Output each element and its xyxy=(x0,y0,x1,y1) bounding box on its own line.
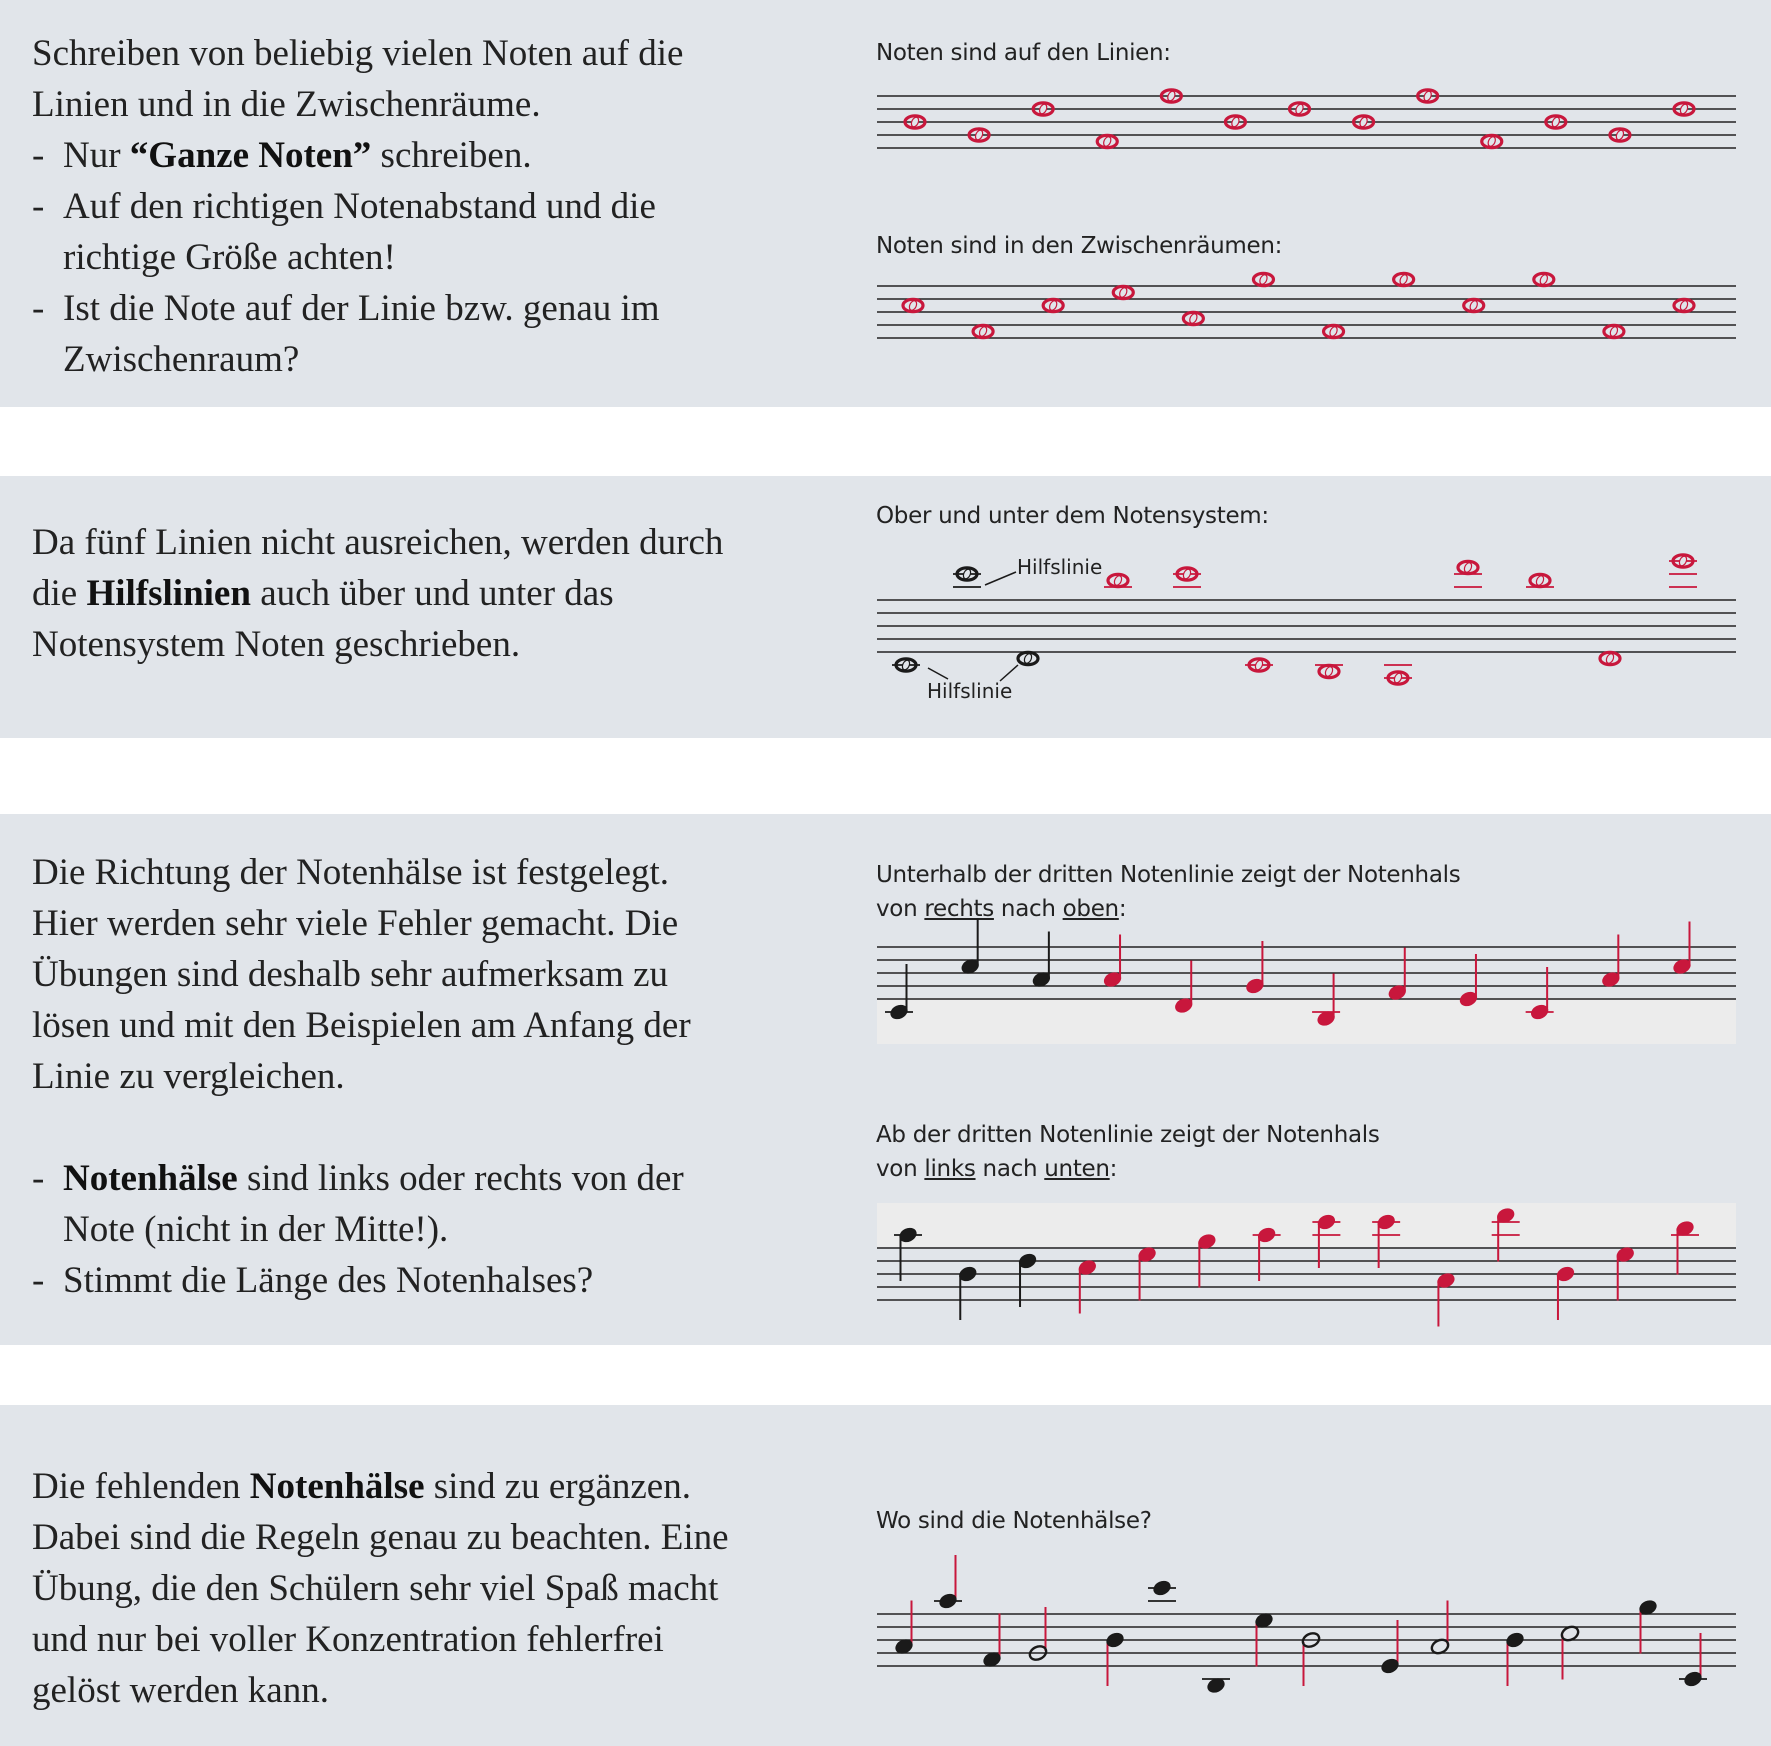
text-line: Schreiben von beliebig vielen Noten auf die xyxy=(32,33,684,74)
bold-term: Notenhälse xyxy=(63,1158,238,1199)
whole-note-hole xyxy=(962,568,972,580)
caption-fragment: : xyxy=(1118,896,1127,922)
whole-note-hole xyxy=(1023,653,1033,665)
caption-fragment: von xyxy=(876,896,925,922)
whole-note-hole xyxy=(1535,575,1545,587)
text-fragment: Die fehlenden xyxy=(32,1466,250,1507)
caption-line: Ab der dritten Notenlinie zeigt der Notenhals xyxy=(876,1122,1380,1148)
bold-term: Hilfslinien xyxy=(86,573,251,614)
staff-caption: Wo sind die Notenhälse? xyxy=(876,1508,1152,1534)
whole-note-hole xyxy=(1102,136,1112,148)
caption-fragment: nach xyxy=(975,1156,1045,1182)
bullet-dash: - xyxy=(32,1158,45,1199)
whole-note-hole xyxy=(1258,274,1268,286)
bullet-dash: - xyxy=(32,288,45,329)
whole-note-hole xyxy=(1399,274,1409,286)
caption-underlined: unten xyxy=(1044,1156,1110,1182)
label-pointer xyxy=(1000,665,1018,681)
whole-note-hole xyxy=(1359,116,1369,128)
whole-note-hole xyxy=(1329,326,1339,338)
staff-band xyxy=(877,1203,1736,1247)
staff-caption: Noten sind auf den Linien: xyxy=(876,40,1171,66)
whole-note-hole xyxy=(910,116,920,128)
caption-underlined: links xyxy=(924,1156,976,1182)
caption-line: Unterhalb der dritten Notenlinie zeigt der Notenhals xyxy=(876,862,1461,888)
whole-note-hole xyxy=(1324,666,1334,678)
whole-note-hole xyxy=(1678,555,1688,567)
whole-note-hole xyxy=(1679,300,1689,312)
whole-note-hole xyxy=(901,659,911,671)
text-line: Die Richtung der Notenhälse ist festgelegt. xyxy=(32,852,670,893)
text-line: Übung, die den Schülern sehr viel Spaß macht xyxy=(32,1568,719,1609)
whole-note-hole xyxy=(1294,103,1304,115)
whole-note-hole xyxy=(908,300,918,312)
bold-term: Notenhälse xyxy=(249,1466,425,1507)
label-pointer xyxy=(985,572,1016,585)
whole-note-hole xyxy=(1487,136,1497,148)
text-line: gelöst werden kann. xyxy=(32,1670,329,1711)
whole-note-hole xyxy=(1393,672,1403,684)
caption-fragment: : xyxy=(1109,1156,1118,1182)
text-line: lösen und mit den Beispielen am Anfang der xyxy=(32,1005,691,1046)
ledger-label-bottom: Hilfslinie xyxy=(927,679,1013,703)
text-line: richtige Größe achten! xyxy=(63,237,396,278)
whole-note-hole xyxy=(1188,313,1198,325)
whole-note-hole xyxy=(974,129,984,141)
text-line: Übungen sind deshalb sehr aufmerksam zu xyxy=(32,954,669,995)
text-line: Linie zu vergleichen. xyxy=(32,1056,345,1097)
text-line: Zwischenraum? xyxy=(63,339,300,380)
whole-note-hole xyxy=(1038,103,1048,115)
whole-note-hole xyxy=(1469,300,1479,312)
text-line: Linien und in die Zwischenräume. xyxy=(32,84,541,125)
whole-note-hole xyxy=(1113,575,1123,587)
text-line: Da fünf Linien nicht ausreichen, werden durch xyxy=(32,522,724,563)
whole-note-hole xyxy=(1254,659,1264,671)
whole-note-hole xyxy=(1463,562,1473,574)
text-fragment: Nur xyxy=(63,135,130,176)
whole-note-hole xyxy=(1118,287,1128,299)
bullet-dash: - xyxy=(32,186,45,227)
whole-note-hole xyxy=(1615,129,1625,141)
caption-underlined: oben xyxy=(1062,896,1119,922)
caption-underlined: rechts xyxy=(924,896,994,922)
staff-caption: Ober und unter dem Notensystem: xyxy=(876,503,1269,529)
whole-note-hole xyxy=(978,326,988,338)
whole-note-hole xyxy=(1551,116,1561,128)
bold-term: “Ganze Noten” xyxy=(129,135,372,176)
text-fragment: auch über und unter das xyxy=(250,573,614,614)
text-fragment: die xyxy=(32,573,87,614)
label-pointer xyxy=(928,668,948,679)
caption-fragment: nach xyxy=(993,896,1063,922)
text-line: Notensystem Noten geschrieben. xyxy=(32,624,521,665)
ledger-label-top: Hilfslinie xyxy=(1017,555,1103,579)
bullet-dash: - xyxy=(32,135,45,176)
staff-caption: Noten sind in den Zwischenräumen: xyxy=(876,233,1283,259)
text-fragment: sind links oder rechts von der xyxy=(237,1158,684,1199)
staff-band xyxy=(877,1000,1736,1044)
text-line: Hier werden sehr viele Fehler gemacht. Die xyxy=(32,903,679,944)
whole-note-hole xyxy=(1539,274,1549,286)
whole-note-hole xyxy=(1605,653,1615,665)
caption-fragment: von xyxy=(876,1156,925,1182)
text-fragment: Auf den richtigen Notenabstand und die xyxy=(63,186,656,227)
text-line: Note (nicht in der Mitte!). xyxy=(63,1209,449,1250)
whole-note-hole xyxy=(1182,568,1192,580)
text-fragment: Stimmt die Länge des Notenhalses? xyxy=(63,1260,594,1301)
whole-note-hole xyxy=(1609,326,1619,338)
whole-note-hole xyxy=(1423,90,1433,102)
whole-note-hole xyxy=(1048,300,1058,312)
whole-note-hole xyxy=(1166,90,1176,102)
whole-note-hole xyxy=(1679,103,1689,115)
text-line: Dabei sind die Regeln genau zu beachten. Eine xyxy=(32,1517,729,1558)
text-fragment: Ist die Note auf der Linie bzw. genau im xyxy=(63,288,660,329)
text-line: und nur bei voller Konzentration fehlerfrei xyxy=(32,1619,664,1660)
whole-note-hole xyxy=(1230,116,1240,128)
note-head xyxy=(1152,1579,1173,1597)
text-fragment: schreiben. xyxy=(371,135,532,176)
text-fragment: sind zu ergänzen. xyxy=(424,1466,691,1507)
bullet-dash: - xyxy=(32,1260,45,1301)
